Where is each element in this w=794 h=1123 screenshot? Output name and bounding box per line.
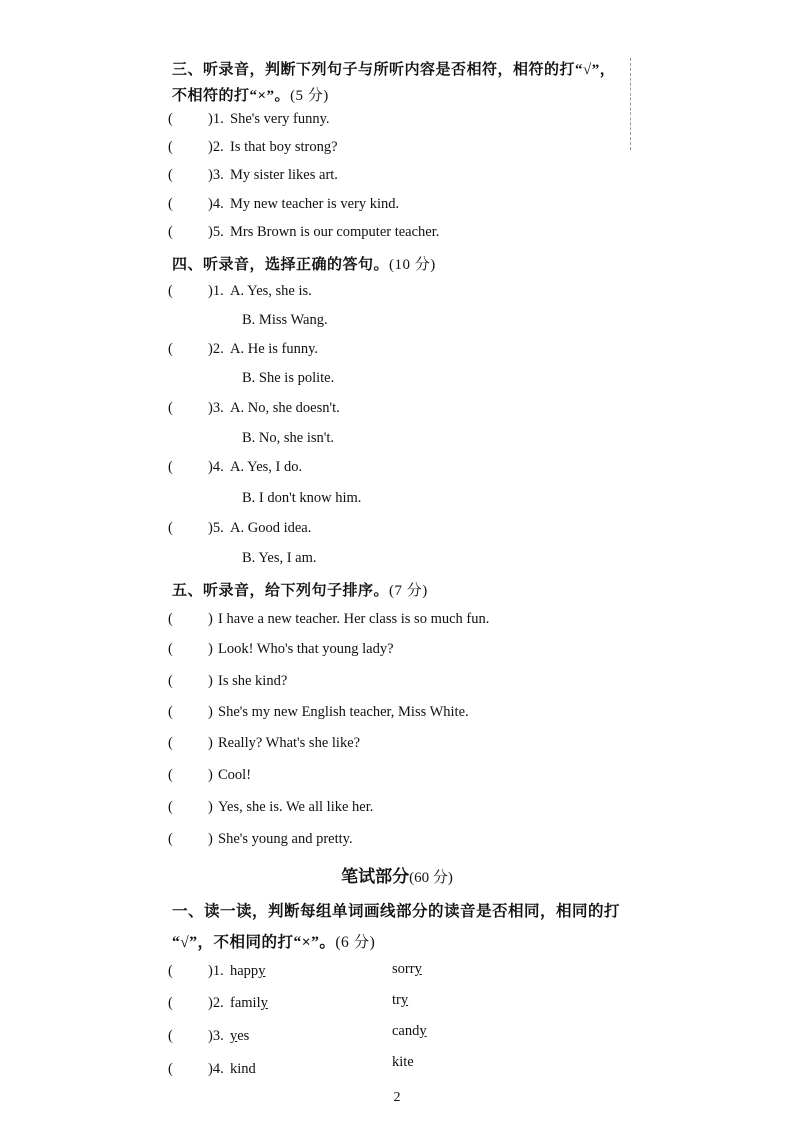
word-yes: yes <box>230 1028 250 1044</box>
part3-item-3: ( )3. My sister likes art. <box>168 167 338 183</box>
written1-title-line1: 一、读一读，判断每组单词画线部分的读音是否相同，相同的打 <box>172 903 621 920</box>
word-happy: happy <box>230 963 266 979</box>
written1-item-3: ( )3. yes <box>168 1028 378 1045</box>
binding-dashed-line <box>630 58 631 150</box>
word-family: family <box>230 995 268 1011</box>
written-section-points: (60 分) <box>409 870 453 886</box>
part4-item-3-option-b: B. No, she isn't. <box>242 430 335 446</box>
part4-item-3: ( )3. A. No, she doesn't. <box>168 400 340 416</box>
written1-item-2: ( )2. family <box>168 995 378 1012</box>
word-try: try <box>392 992 409 1008</box>
part4-item-1-option-b: B. Miss Wang. <box>242 312 328 328</box>
word-kind: kind <box>230 1061 256 1077</box>
part5-title: 五、听录音，给下列句子排序。(7 分) <box>172 583 428 599</box>
part5-item-3: ( ) Is she kind? <box>168 673 288 689</box>
part4-title: 四、听录音，选择正确的答句。(10 分) <box>172 257 436 273</box>
written-section-title: 笔试部分(60 分) <box>341 867 453 886</box>
part4-points: (10 分) <box>389 257 436 273</box>
word-kite: kite <box>392 1054 414 1070</box>
written1-title-line2: “√”，不相同的打“×”。(6 分) <box>172 934 376 951</box>
part3-item-1: ( )1. She's very funny. <box>168 111 330 127</box>
part3-points: (5 分) <box>290 88 329 104</box>
part3-item-5: ( )5. Mrs Brown is our computer teacher. <box>168 224 440 240</box>
word-sorry: sorry <box>392 961 422 977</box>
part5-item-1: ( ) I have a new teacher. Her class is so much fun. <box>168 611 490 627</box>
part5-item-5: ( ) Really? What's she like? <box>168 735 361 751</box>
part4-item-1: ( )1. A. Yes, she is. <box>168 283 312 299</box>
written1-item-4: ( )4. kind <box>168 1061 378 1078</box>
part4-item-5: ( )5. A. Good idea. <box>168 520 312 536</box>
part4-item-2: ( )2. A. He is funny. <box>168 341 319 357</box>
part4-item-4: ( )4. A. Yes, I do. <box>168 459 303 475</box>
part4-item-4-option-b: B. I don't know him. <box>242 490 362 506</box>
part3-title-line2: 不相符的打“×”。(5 分) <box>172 88 329 104</box>
part3-item-2: ( )2. Is that boy strong? <box>168 139 338 155</box>
part5-item-7: ( ) Yes, she is. We all like her. <box>168 799 374 815</box>
part3-item-4: ( )4. My new teacher is very kind. <box>168 196 400 212</box>
written1-item-1: ( )1. happy <box>168 963 378 980</box>
part5-item-2: ( ) Look! Who's that young lady? <box>168 641 394 657</box>
part5-item-4: ( ) She's my new English teacher, Miss White. <box>168 704 469 720</box>
part5-points: (7 分) <box>389 583 428 599</box>
part4-item-2-option-b: B. She is polite. <box>242 370 335 386</box>
page-number: 2 <box>393 1090 401 1105</box>
part4-item-5-option-b: B. Yes, I am. <box>242 550 317 566</box>
written1-points: (6 分) <box>335 934 376 951</box>
part5-item-6: ( ) Cool! <box>168 767 252 783</box>
part3-title-line1: 三、听录音，判断下列句子与所听内容是否相符，相符的打“√”， <box>172 62 616 78</box>
word-candy: candy <box>392 1023 427 1039</box>
part5-item-8: ( ) She's young and pretty. <box>168 831 353 847</box>
